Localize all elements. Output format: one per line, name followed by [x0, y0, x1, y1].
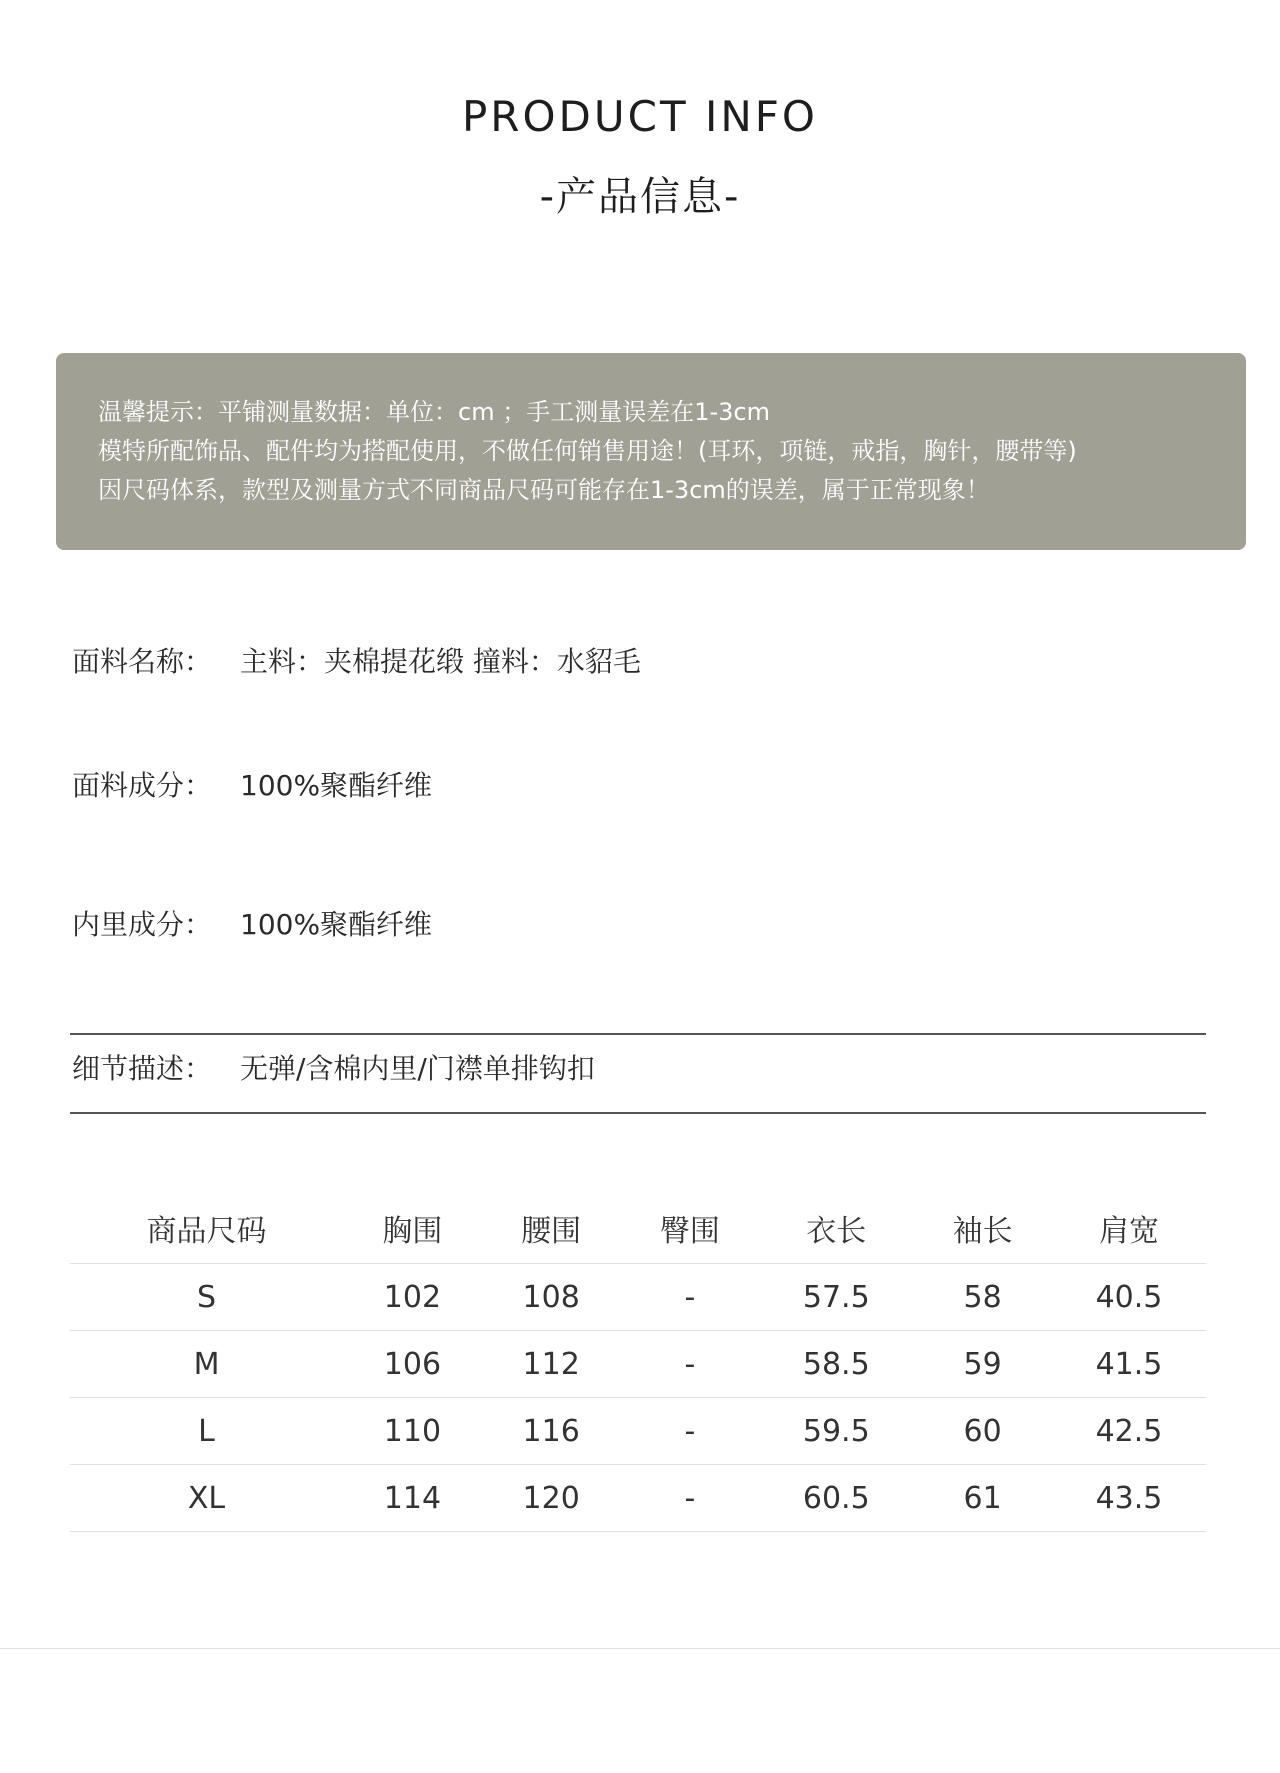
table-cell: 120 — [482, 1465, 621, 1532]
header-size: 商品尺码 — [70, 1193, 343, 1264]
notice-line: 温馨提示：平铺测量数据：单位：cm ；手工测量误差在1-3cm — [98, 398, 770, 426]
spec-details — [72, 1047, 595, 1087]
table-cell: 60.5 — [759, 1465, 913, 1532]
spec-label: 内里成分： — [72, 908, 213, 941]
header-chest: 胸围 — [343, 1193, 482, 1264]
bottom-divider — [0, 1648, 1280, 1649]
table-cell: L — [70, 1398, 343, 1465]
spec-lining-composition — [72, 903, 432, 943]
table-cell: 61 — [913, 1465, 1052, 1532]
table-cell: 110 — [343, 1398, 482, 1465]
divider-bottom — [70, 1112, 1206, 1114]
table-cell: M — [70, 1331, 343, 1398]
spec-value: 主料：夹棉提花缎 撞料：水貂毛 — [240, 645, 641, 678]
table-cell: S — [70, 1264, 343, 1331]
spec-fabric-name — [72, 640, 641, 680]
spec-label: 面料成分： — [72, 769, 213, 802]
table-cell: 40.5 — [1052, 1264, 1206, 1331]
table-cell: 112 — [482, 1331, 621, 1398]
table-row — [70, 1264, 1206, 1331]
notice-line: 因尺码体系，款型及测量方式不同商品尺码可能存在1-3cm的误差，属于正常现象！ — [98, 476, 990, 504]
table-cell: 58 — [913, 1264, 1052, 1331]
table-cell: 43.5 — [1052, 1465, 1206, 1532]
table-cell: XL — [70, 1465, 343, 1532]
header-waist: 腰围 — [482, 1193, 621, 1264]
table-cell: 42.5 — [1052, 1398, 1206, 1465]
spec-label: 面料名称： — [72, 645, 213, 678]
table-row — [70, 1331, 1206, 1398]
table-cell: 108 — [482, 1264, 621, 1331]
spec-label: 细节描述： — [72, 1052, 213, 1085]
header-length: 衣长 — [759, 1193, 913, 1264]
notice-box — [56, 353, 1246, 550]
header-hip: 臀围 — [621, 1193, 760, 1264]
table-cell: 116 — [482, 1398, 621, 1465]
table-cell: 60 — [913, 1398, 1052, 1465]
divider-top — [70, 1033, 1206, 1035]
table-row — [70, 1398, 1206, 1465]
table-cell: 58.5 — [759, 1331, 913, 1398]
spec-value: 100%聚酯纤维 — [240, 769, 433, 802]
notice-line: 模特所配饰品、配件均为搭配使用，不做任何销售用途！(耳环，项链，戒指，胸针，腰带等) — [98, 437, 1077, 465]
table-cell: 57.5 — [759, 1264, 913, 1331]
table-cell: - — [621, 1331, 760, 1398]
spec-fabric-composition — [72, 764, 432, 804]
table-cell: - — [621, 1398, 760, 1465]
table-cell: 114 — [343, 1465, 482, 1532]
spec-value: 100%聚酯纤维 — [240, 908, 433, 941]
size-table — [70, 1193, 1206, 1532]
table-cell: - — [621, 1465, 760, 1532]
table-cell: 102 — [343, 1264, 482, 1331]
header-shoulder: 肩宽 — [1052, 1193, 1206, 1264]
table-cell: 106 — [343, 1331, 482, 1398]
table-cell: 59.5 — [759, 1398, 913, 1465]
page-title-cn: -产品信息- — [539, 174, 741, 220]
size-table-header — [70, 1193, 1206, 1264]
table-cell: 41.5 — [1052, 1331, 1206, 1398]
spec-value: 无弹/含棉内里/门襟单排钩扣 — [240, 1052, 595, 1085]
page-title-en: PRODUCT INFO — [461, 92, 818, 141]
table-cell: 59 — [913, 1331, 1052, 1398]
header-sleeve: 袖长 — [913, 1193, 1052, 1264]
table-row — [70, 1465, 1206, 1532]
table-cell: - — [621, 1264, 760, 1331]
